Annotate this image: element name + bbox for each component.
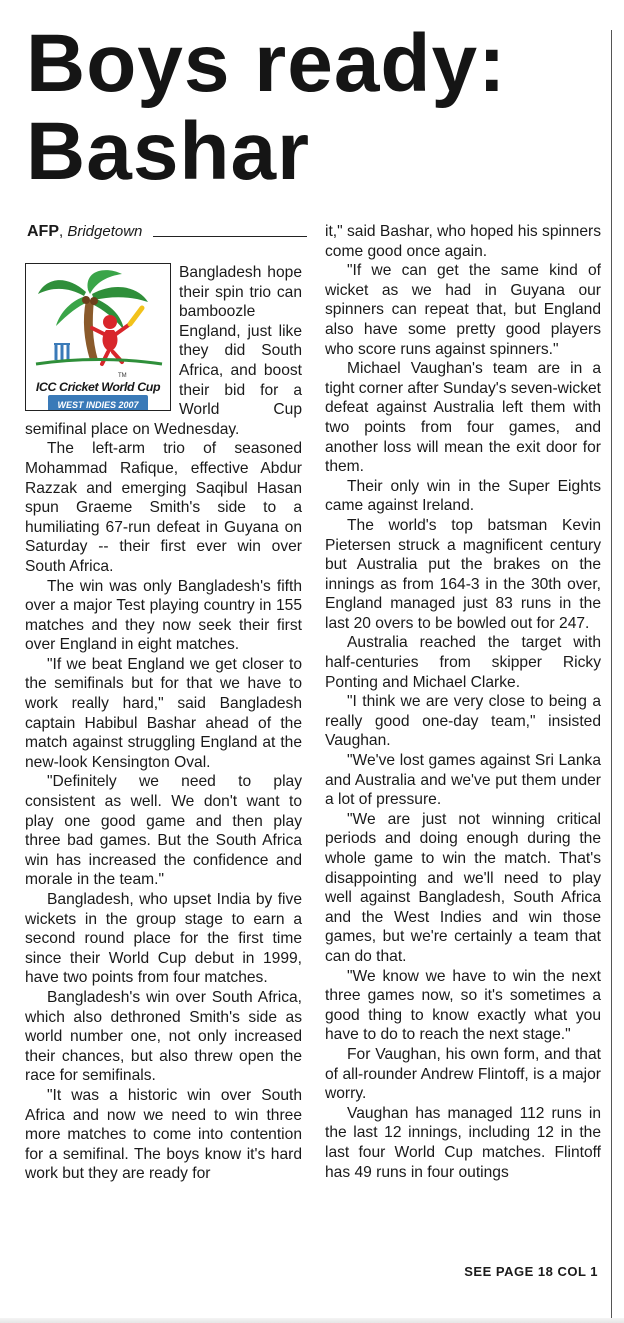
byline-separator: , bbox=[59, 223, 64, 240]
paragraph: it," said Bashar, who hoped his spinners come good once again. bbox=[325, 223, 601, 260]
byline-agency: AFP bbox=[27, 223, 59, 240]
paragraph: "If we beat England we get closer to the semifinals but for that we have to work really hard," said Bangladesh captain Habibul Bashar ahead of the match against struggling England at the new-look Kensington Oval. bbox=[25, 655, 302, 771]
paragraph: For Vaughan, his own form, and that of all-rounder Andrew Flintoff, is a major worry. bbox=[325, 1045, 601, 1103]
paragraph: Michael Vaughan's team are in a tight corner after Sunday's seven-wicket defeat against Australia left them with two points from four games, and another loss will mean the exit door for them. bbox=[325, 360, 601, 476]
paragraph: Bangladesh's win over South Africa, which also dethroned Smith's side as world number one, not only increased their chances, but also threw open the race for semifinals. bbox=[25, 988, 302, 1085]
paragraph: Their only win in the Super Eights came against Ireland. bbox=[325, 477, 601, 515]
paragraph: The world's top batsman Kevin Pietersen struck a magnificent century but Australia put the brakes on the innings as from 164-3 in the 30th over, England managed just 83 runs in the last 20 overs to be bowled out for 247. bbox=[325, 516, 601, 632]
paragraph: "We know we have to win the next three games now, so it's sometimes a good thing to know exactly what you have to do to reach the next stage." bbox=[325, 967, 601, 1044]
paragraph: The left-arm trio of seasoned Mohammad Rafique, effective Abdur Razzak and emerging Saqibul Hasan spun Graeme Smith's side to a humiliating 67-run defeat in Guyana on Saturday -- their first ever win over South Africa. bbox=[25, 440, 302, 575]
logo-trademark: TM bbox=[118, 373, 127, 379]
continued-jump-line: SEE PAGE 18 COL 1 bbox=[464, 1264, 598, 1279]
paragraph: "It was a historic win over South Africa and now we need to win three more matches to come into contention for a semifinal. The boys know it's hard work but they are ready for bbox=[25, 1086, 302, 1183]
paragraph: Bangladesh, who upset India by five wickets in the group stage to earn a second round place for the first time since their World Cup debut in 1999, have two points from four matches. bbox=[25, 891, 302, 987]
paragraph: The win was only Bangladesh's fifth over a major Test playing country in 155 matches and they now seek their first over England in eight matches. bbox=[25, 577, 302, 654]
paragraph: "If we can get the same kind of wicket as we had in Guyana our spinners can repeat that, but England also have some pretty good players who score runs against spinners." bbox=[325, 262, 601, 358]
paragraph: Australia reached the target with half-centuries from skipper Ricky Ponting and Michael Clarke. bbox=[325, 634, 601, 691]
paragraph: "Definitely we need to play consistent as well. We don't want to play one good game and then play three bad games. But the South Africa win has increased the confidence and morale in the team." bbox=[25, 773, 302, 889]
paragraph: "We are just not winning critical periods and doing enough during the whole game to win the match. That's disappointing and we'll need to play well against Bangladesh, South Africa and the West Indies and win those games, but we're certainly a team that can do that. bbox=[325, 810, 601, 965]
palm-tree-mascot-icon bbox=[26, 264, 171, 376]
byline-location: Bridgetown bbox=[67, 223, 143, 240]
article-column-2 bbox=[325, 222, 601, 1182]
logo-subtitle: WEST INDIES 2007 bbox=[48, 395, 148, 411]
byline-rule bbox=[153, 236, 307, 237]
paragraph: "We've lost games against Sri Lanka and Australia and we've put them under a lot of pressure. bbox=[325, 752, 601, 809]
byline bbox=[27, 222, 307, 242]
logo-title: ICC Cricket World Cup bbox=[35, 380, 161, 394]
article-column-1 bbox=[25, 263, 302, 1184]
page-edge bbox=[0, 1318, 624, 1323]
paragraph: "I think we are very close to being a really good one-day team," insisted Vaughan. bbox=[325, 693, 601, 750]
paragraph: Bangladesh hope their spin trio can bamboozle England, just like they did South Africa, and boost their bid for a World Cup semifinal place on Wednesday. bbox=[25, 264, 302, 438]
paragraph: Vaughan has managed 112 runs in the last 12 innings, including 12 in the last four World Cup matches. Flintoff has 49 runs in four outings bbox=[325, 1104, 601, 1181]
headline: Boys ready: Bashar bbox=[26, 18, 507, 197]
column-divider bbox=[611, 30, 612, 1320]
world-cup-logo bbox=[25, 263, 171, 411]
